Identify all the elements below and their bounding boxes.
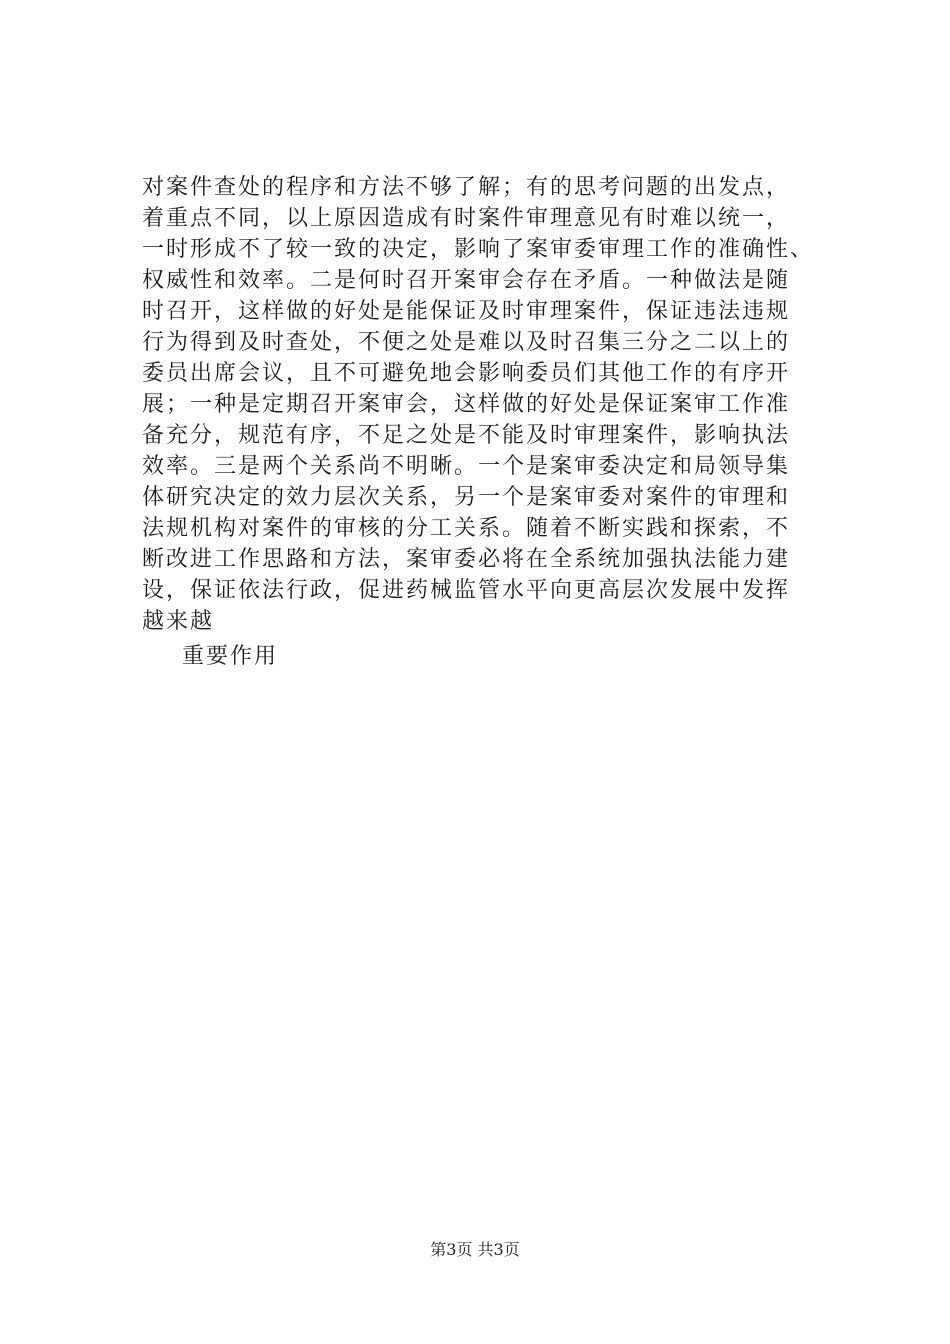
text-line: 着重点不同，以上原因造成有时案件审理意见有时难以统一， bbox=[142, 206, 791, 231]
text-line: 越来越 bbox=[142, 609, 215, 634]
text-line: 断改进工作思路和方法，案审委必将在全系统加强执法能力建 bbox=[142, 547, 791, 572]
text-line: 行为得到及时查处，不便之处是难以及时召集三分之二以上的 bbox=[142, 330, 791, 355]
text-line: 效率。三是两个关系尚不明晰。一个是案审委决定和局领导集 bbox=[142, 454, 791, 479]
text-line: 体研究决定的效力层次关系，另一个是案审委对案件的审理和 bbox=[142, 485, 791, 510]
text-line: 一时形成不了较一致的决定，影响了案审委审理工作的准确性、 bbox=[142, 237, 815, 262]
text-line: 备充分，规范有序，不足之处是不能及时审理案件，影响执法 bbox=[142, 423, 791, 448]
text-line: 时召开，这样做的好处是能保证及时审理案件，保证违法违规 bbox=[142, 299, 791, 324]
text-line: 法规机构对案件的审核的分工关系。随着不断实践和探索，不 bbox=[142, 516, 791, 541]
page-number-label: 第3页 共3页 bbox=[430, 1240, 520, 1259]
text-line: 展；一种是定期召开案审会，这样做的好处是保证案审工作准 bbox=[142, 392, 791, 417]
text-line: 委员出席会议，且不可避免地会影响委员们其他工作的有序开 bbox=[142, 361, 791, 386]
text-line: 设，保证依法行政，促进药械监管水平向更高层次发展中发挥 bbox=[142, 578, 791, 603]
page-footer bbox=[0, 1240, 950, 1260]
body-paragraph bbox=[142, 172, 842, 672]
text-line: 权威性和效率。二是何时召开案审会存在矛盾。一种做法是随 bbox=[142, 268, 791, 293]
closing-line: 重要作用 bbox=[182, 644, 279, 669]
text-line: 对案件查处的程序和方法不够了解；有的思考问题的出发点， bbox=[142, 175, 791, 200]
